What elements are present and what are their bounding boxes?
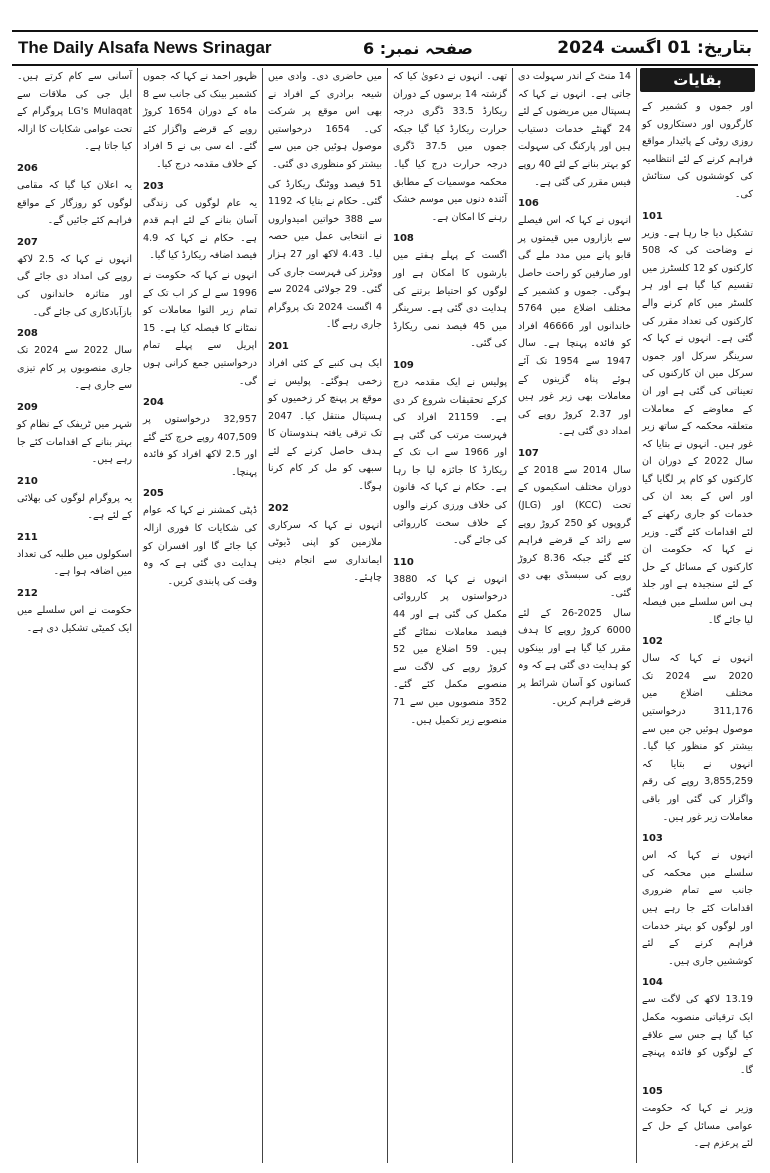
column-6	[12, 68, 137, 1163]
continuation-code: 208	[17, 328, 38, 340]
continuation-code: 106	[518, 198, 539, 210]
continuation-code: 209	[17, 401, 38, 413]
continuation-code: 102	[642, 636, 663, 648]
continuation-code: 211	[17, 531, 38, 543]
article-text: آسانی سے کام کرتے ہیں۔ ایل جی کی ملاقات سے LG's Mulaqat پروگرام کے تحت عوامی شکایات کا ازالہ کیا جاتا ہے۔	[17, 71, 132, 153]
article-text: حکومت نے اس سلسلے میں ایک کمیٹی تشکیل دی ہے۔	[17, 605, 132, 634]
article-text: یہ پروگرام لوگوں کی بھلائی کے لئے ہے۔	[17, 492, 132, 522]
article-text: ڈپٹی کمشنر نے کہا کہ عوام کی شکایات کا فوری ازالہ کیا جائے گا اور افسران کو ہدایت دی گئی ہے کہ وہ وقت کی پابندی کریں۔	[143, 505, 257, 587]
column-5	[137, 68, 262, 1163]
article-text: اگست کے پہلے ہفتے میں بارشوں کا امکان ہے اور لوگوں کو احتیاط برتنے کی ہدایت دی گئی ہے۔ سرینگر میں 45 فیصد نمی ریکارڈ کی گئی۔	[393, 250, 507, 350]
page-number: صفحہ نمبر: 6	[363, 38, 473, 58]
continuation-code: 201	[268, 340, 289, 352]
article-text: میں حاضری دی۔ وادی میں شیعہ برادری کے افراد نے بھی اس موقع پر شرکت کی۔ 1654 درخواستیں موصول ہوئیں جن میں سے بیشتر کو منظوری دی گئی۔	[268, 71, 382, 170]
article-text: انہوں نے کہا کہ 3880 درخواستوں پر کارروائی مکمل کی گئی ہے اور 44 فیصد معاملات نمٹائے گئے ہیں۔ 59 اضلاع میں 52 کروڑ روپے کی لاگت سے منصوبے مکمل کئے گئے۔ 352 منصوبوں میں سے 71 منصوبے زیر تکمیل ہیں۔	[393, 573, 507, 726]
article-text: انہوں نے کہا کہ اس فیصلے سے بازاروں میں قیمتوں پر قابو پانے میں مدد ملے گی اور صارفین کو راحت حاصل ہوگی۔ جموں و کشمیر کے مختلف اضلاع میں 5764 خاندانوں اور 46666 افراد کو فائدہ پہنچا ہے۔ سال 1947 سے 1954 تک آئے ہوئے پناہ گزینوں کے معاملات بھی زیر غور ہیں اور 2.37 کروڑ روپے کی امداد دی گئی ہے۔	[518, 215, 631, 438]
continuation-code: 205	[143, 488, 164, 500]
continuation-code: 206	[17, 162, 38, 174]
column-2	[512, 68, 636, 1163]
article-text: اسکولوں میں طلبہ کی تعداد میں اضافہ ہوا ہے۔	[17, 548, 132, 578]
continuation-code: 105	[642, 1086, 663, 1098]
article-text: انہوں نے کہا کہ سرکاری ملازمین کو اپنی ڈیوٹی ایمانداری سے انجام دینی چاہئے۔	[268, 519, 382, 584]
article-text: شہر میں ٹریفک کے نظام کو بہتر بنانے کے اقدامات کئے جا رہے ہیں۔	[17, 418, 132, 466]
issue-date: بتاریخ: 01 اگست 2024	[557, 38, 752, 58]
continuation-code: 212	[17, 588, 38, 600]
article-text: 14 منٹ کے اندر سہولت دی جاتی ہے۔ انہوں نے کہا کہ ہسپتال میں مریضوں کے لئے 24 گھنٹے خدمات دستیاب ہیں اور پارکنگ کی سہولت کو بہتر بنانے کے لئے 40 روپے فیس مقرر کی گئی ہے۔	[518, 71, 631, 188]
column-3	[387, 68, 512, 1163]
article-text: 51 فیصد ووٹنگ ریکارڈ کی گئی۔ حکام نے بتایا کہ 1192 سے 388 خواتین امیدواروں نے انتخابی عمل میں حصہ لیا۔ 4.43 لاکھ اور 27 ہزار ووٹرز کی فہرست جاری کی گئی۔ 29 جولائی 2024 سے 4 اگست 2024 تک پروگرام جاری رہے گا۔	[268, 178, 383, 331]
continuation-code: 103	[642, 833, 663, 845]
article-text: تھی۔ انہوں نے دعویٰ کیا کہ گزشتہ 14 برسوں کے دوران ریکارڈ 33.5 ڈگری درجہ حرارت ریکارڈ کیا گیا جبکہ جموں میں 37.5 ڈگری درجہ حرارت درج کیا گیا۔ محکمہ موسمیات کے مطابق آئندہ دنوں میں موسم خشک رہنے کا امکان ہے۔	[393, 71, 508, 223]
article-text: انہوں نے کہا کہ اس سلسلے میں محکمہ کی جانب سے تمام ضروری اقدامات کئے جا رہے ہیں اور لوگوں کو بہتر خدمات فراہم کرنے کے لئے کوششیں جاری ہیں۔	[642, 850, 753, 967]
article-text: سال 2025-26 کے لئے 6000 کروڑ روپے کا ہدف مقرر کیا گیا ہے اور بینکوں کو ہدایت دی گئی ہے کہ وہ کسانوں کو آسان شرائط پر قرضے فراہم کریں۔	[518, 607, 631, 707]
article-text: اور جموں و کشمیر کے کارگروں اور دستکاروں کو روزی روٹی کے پائیدار مواقع فراہم کرنے کے لئے انتظامیہ کی کوششوں کی ستائش کی۔	[642, 101, 753, 200]
article-text: پولیس نے ایک مقدمہ درج کرکے تحقیقات شروع کر دی ہے۔ 21159 افراد کی فہرست مرتب کی گئی ہے اور 1966 سے اب تک کے ریکارڈ کا جائزہ لیا جا رہا ہے۔ حکام نے کہا کہ قانون کی خلاف ورزی کرنے والوں کے خلاف سخت کارروائی کی جائے گی۔	[393, 376, 507, 547]
article-text: انہوں نے کہا کہ سال 2020 سے 2024 تک مختلف اضلاع میں 311,176 درخواستیں موصول ہوئیں جن میں سے بیشتر کو منظور کیا گیا۔ انہوں نے بتایا کہ 3,855,259 روپے کی رقم واگزار کی گئی اور باقی معاملات زیر غور ہیں۔	[642, 653, 753, 823]
article-text: ظہور احمد نے کہا کہ جموں کشمیر بینک کی جانب سے 8 ماہ کے دوران 1654 کروڑ روپے کے قرضے واگزار کئے گئے۔ اے سی بی نے 5 افراد کے خلاف مقدمہ درج کیا۔	[143, 71, 257, 170]
column-1	[636, 68, 758, 1163]
article-text: 32,957 درخواستوں پر 407,509 روپے خرچ کئے گئے اور 2.5 لاکھ افراد کو فائدہ پہنچا۔	[143, 414, 257, 478]
continuation-code: 109	[393, 359, 414, 371]
paper-name: The Daily Alsafa News Srinagar	[18, 38, 272, 57]
article-columns	[12, 68, 758, 1163]
continuation-code: 204	[143, 397, 164, 409]
continuation-code: 110	[393, 556, 414, 568]
article-text: ایک ہی کنبے کے کئی افراد زخمی ہوگئے۔ پولیس نے موقع پر پہنچ کر زخمیوں کو ہسپتال منتقل کیا۔ 2047 تک ترقی یافتہ ہندوستان کا ہدف حاصل کرنے کے لئے سبھی کو مل کر کام کرنا ہوگا۔	[268, 357, 382, 493]
article-text: سال 2022 سے 2024 تک جاری منصوبوں پر کام تیزی سے جاری ہے۔	[17, 345, 133, 392]
column-4	[262, 68, 387, 1163]
article-text: 13.19 لاکھ کی لاگت سے ایک ترقیاتی منصوبہ مکمل کیا گیا ہے جس سے علاقے کے لوگوں کو فائدہ پہنچے گا۔	[642, 994, 753, 1076]
continuation-code: 101	[642, 210, 663, 222]
continuation-code: 202	[268, 502, 289, 514]
continuation-code: 203	[143, 180, 164, 192]
article-text: وزیر نے کہا کہ حکومت عوامی مسائل کے حل کے لئے پرعزم ہے۔	[642, 1103, 753, 1150]
masthead	[12, 30, 758, 66]
continuation-code: 104	[642, 977, 663, 989]
article-text: سال 2014 سے 2018 کے دوران مختلف اسکیموں کے تحت (KCC) اور (JLG) گروپوں کو 250 کروڑ روپے سے زائد کے قرضے فراہم کئے گئے جبکہ 8.36 کروڑ روپے کی سبسڈی بھی دی گئی۔	[518, 464, 631, 600]
continuation-code: 210	[17, 475, 38, 487]
article-text: انہوں نے کہا کہ 2.5 لاکھ روپے کی امداد دی جائے گی اور متاثرہ خاندانوں کی بازآبادکاری کی جائے گی۔	[17, 253, 132, 318]
continuation-code: 108	[393, 233, 414, 245]
continuation-code: 207	[17, 236, 38, 248]
continuation-code: 107	[518, 447, 539, 459]
article-text: تشکیل دیا جا رہا ہے۔ وزیر نے وضاحت کی کہ 508 کارکنوں کو 12 کلسٹرز میں تقسیم کیا گیا ہے اور ہر کلسٹر میں کام کرنے والے کارکنوں کی تعداد مقرر کی گئی ہے۔ انہوں نے کہا کہ سرینگر سرکل اور جموں سرکل میں ان کارکنوں کی تعیناتی کی گئی ہے اور ان کے معاوضے کے معاملات متعلقہ محکمہ کے ساتھ زیر غور ہیں۔ انہوں نے بتایا کہ سال 2022 کے دوران ان کارکنوں کو کام پر لگایا گیا اور اس کے بعد ان کی خدمات کو جاری رکھنے کے لئے اقدامات کئے گئے۔ وزیر نے کہا کہ حکومت ان کارکنوں کے مسائل کے حل کے لئے سنجیدہ ہے اور جلد ہی اس سلسلے میں فیصلہ لیا جائے گا۔	[642, 227, 753, 626]
section-banner: بقایات	[640, 68, 755, 92]
article-text: یہ اعلان کیا گیا کہ مقامی لوگوں کو روزگار کے مواقع فراہم کئے جائیں گے۔	[17, 179, 132, 227]
article-text: یہ عام لوگوں کی زندگی آسان بنانے کے لئے اہم قدم ہے۔ حکام نے کہا کہ 4.9 فیصد اضافہ ریکارڈ کیا گیا۔	[143, 197, 257, 262]
article-text: انہوں نے کہا کہ حکومت نے 1996 سے لے کر اب تک کے تمام زیر التوا معاملات کو نمٹانے کا فیصلہ کیا ہے۔ 15 اپریل سے پہلے تمام درخواستیں جمع کرانی ہوں گی۔	[143, 269, 257, 387]
